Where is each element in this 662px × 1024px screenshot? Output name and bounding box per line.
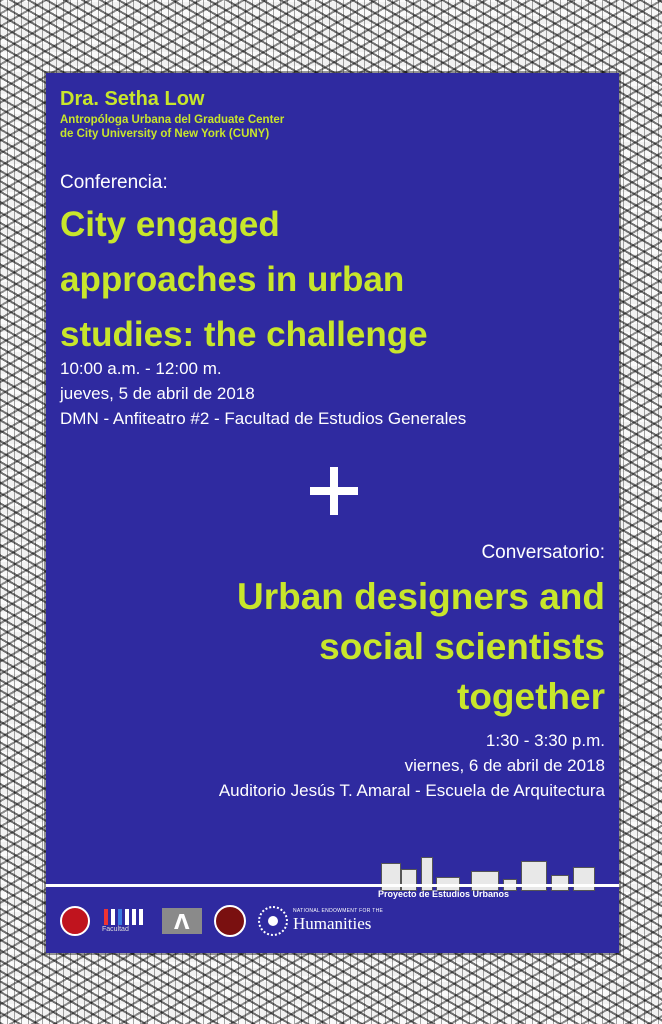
conference-details: [60, 356, 466, 431]
conversation-details: [219, 728, 605, 803]
neh-big-text: Humanities: [293, 914, 372, 933]
conversation-title-line: Urban designers and: [236, 576, 605, 617]
speaker-role: [60, 113, 284, 141]
conversation-label: Conversatorio:: [481, 542, 605, 563]
speaker-role-line: de City University of New York (CUNY): [60, 128, 270, 140]
conference-title-line: studies: the challenge: [60, 315, 428, 354]
facultad-logo-icon: [102, 907, 150, 935]
conversation-location: Auditorio Jesús T. Amaral - Escuela de Arquitectura: [218, 781, 605, 800]
neh-emblem-icon: [258, 906, 288, 936]
conference-label: Conferencia:: [60, 172, 168, 193]
conversation-title-line: together: [457, 676, 605, 717]
conference-time: 10:00 a.m. - 12:00 m.: [60, 359, 222, 378]
neh-logo: [258, 906, 383, 936]
plus-icon: [310, 467, 358, 515]
speaker-role-line: Antropóloga Urbana del Graduate Center: [60, 114, 285, 126]
architecture-school-logo-icon: [162, 908, 202, 934]
sponsor-logos: [60, 902, 383, 940]
conversation-time: 1:30 - 3:30 p.m.: [485, 731, 605, 750]
conference-date: jueves, 5 de abril de 2018: [60, 384, 255, 403]
poster-panel: [46, 73, 619, 953]
footer-divider: [46, 884, 619, 887]
conference-title-line: approaches in urban: [60, 260, 405, 299]
project-name: Proyecto de Estudios Urbanos: [378, 889, 510, 899]
conversation-date: viernes, 6 de abril de 2018: [404, 756, 605, 775]
speaker-name: Dra. Setha Low: [60, 88, 205, 110]
badge-logo-icon: [214, 905, 246, 937]
conference-title: [60, 197, 580, 362]
conversation-title-line: social scientists: [319, 626, 605, 667]
neh-small-text: NATIONAL ENDOWMENT FOR THE: [293, 908, 384, 914]
conference-title-line: City engaged: [60, 205, 280, 244]
conference-location: DMN - Anfiteatro #2 - Facultad de Estudios Generales: [60, 409, 467, 428]
conversation-title: [85, 572, 605, 722]
university-seal-icon: [60, 906, 90, 936]
facultad-logo-text: Facultad: [102, 926, 129, 933]
